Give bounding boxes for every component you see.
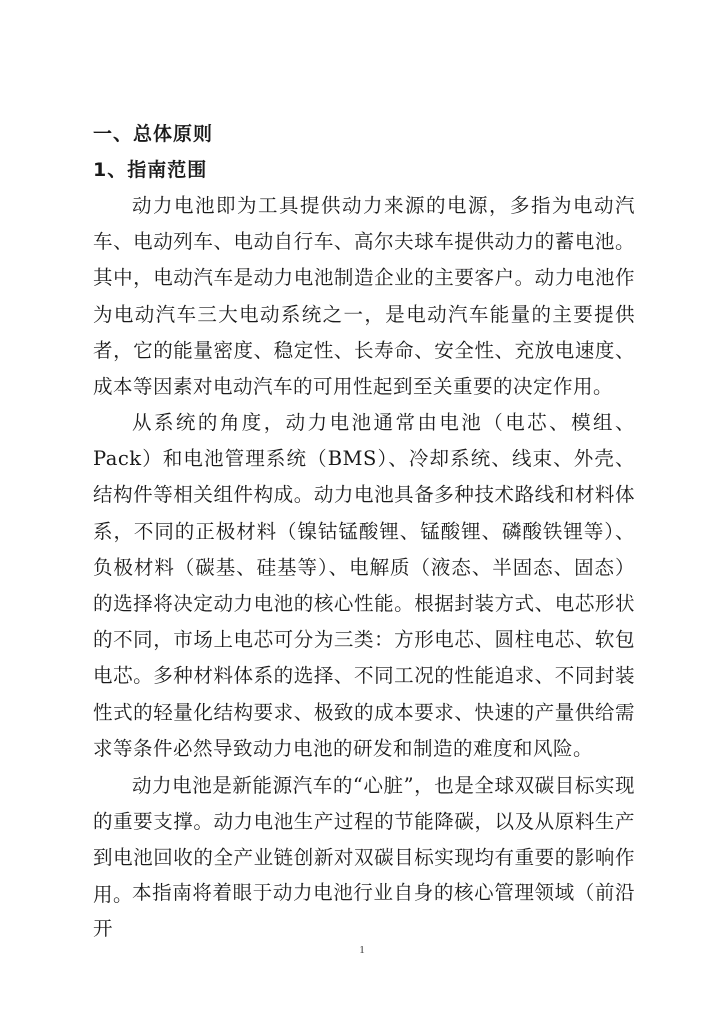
subsection-heading: 1、指南范围: [93, 159, 208, 181]
paragraph: 动力电池即为工具提供动力来源的电源，多指为电动汽车、电动列车、电动自行车、高尔夫球车提供动力的蓄电池。其中，电动汽车是动力电池制造企业的主要客户。动力电池作为电动汽车三大电动系统之一，是电动汽车能量的主要提供者，它的能量密度、稳定性、长寿命、安全性、充放电速度、成本等因素对电动汽车的可用性起到至关重要的决定作用。: [93, 194, 635, 399]
paragraph: 动力电池是新能源汽车的“心脏”，也是全球双碳目标实现的重要支撑。动力电池生产过程的节能降碳，以及从原料生产到电池回收的全产业链创新对双碳目标实现均有重要的影响作用。: [93, 774, 635, 906]
paragraph: 本指南将着眼于动力电池行业自身的核心管理领域（前沿开: [93, 881, 635, 941]
page-number: 1: [359, 944, 365, 956]
paragraph: 从系统的角度，动力电池通常由电池（电芯、模组、Pack）和电池管理系统（BMS）、冷却系统、线束、外壳、结构件等相关组件构成。动力电池具备多种技术路线和材料体系，不同的正极材料（镍钴锰酸锂、锰酸锂、磷酸铁锂等）、负极材料（碳基、硅基等）、电解质（液态、半固态、固态）的选择将决定动力电池的核心性能。根据封装方式、电芯形状的不同，市场上电芯可分为三类：方形电芯、圆柱电芯、软包电芯。多种材料体系的选择、不同工况的性能追求、不同封装性式的轻量化结构要求、极致的成本要求、快速的产量供给需求等条件必然导致动力电池的研发和制造的难度和风险。: [93, 411, 635, 760]
section-heading: 一、总体原则: [93, 123, 214, 145]
